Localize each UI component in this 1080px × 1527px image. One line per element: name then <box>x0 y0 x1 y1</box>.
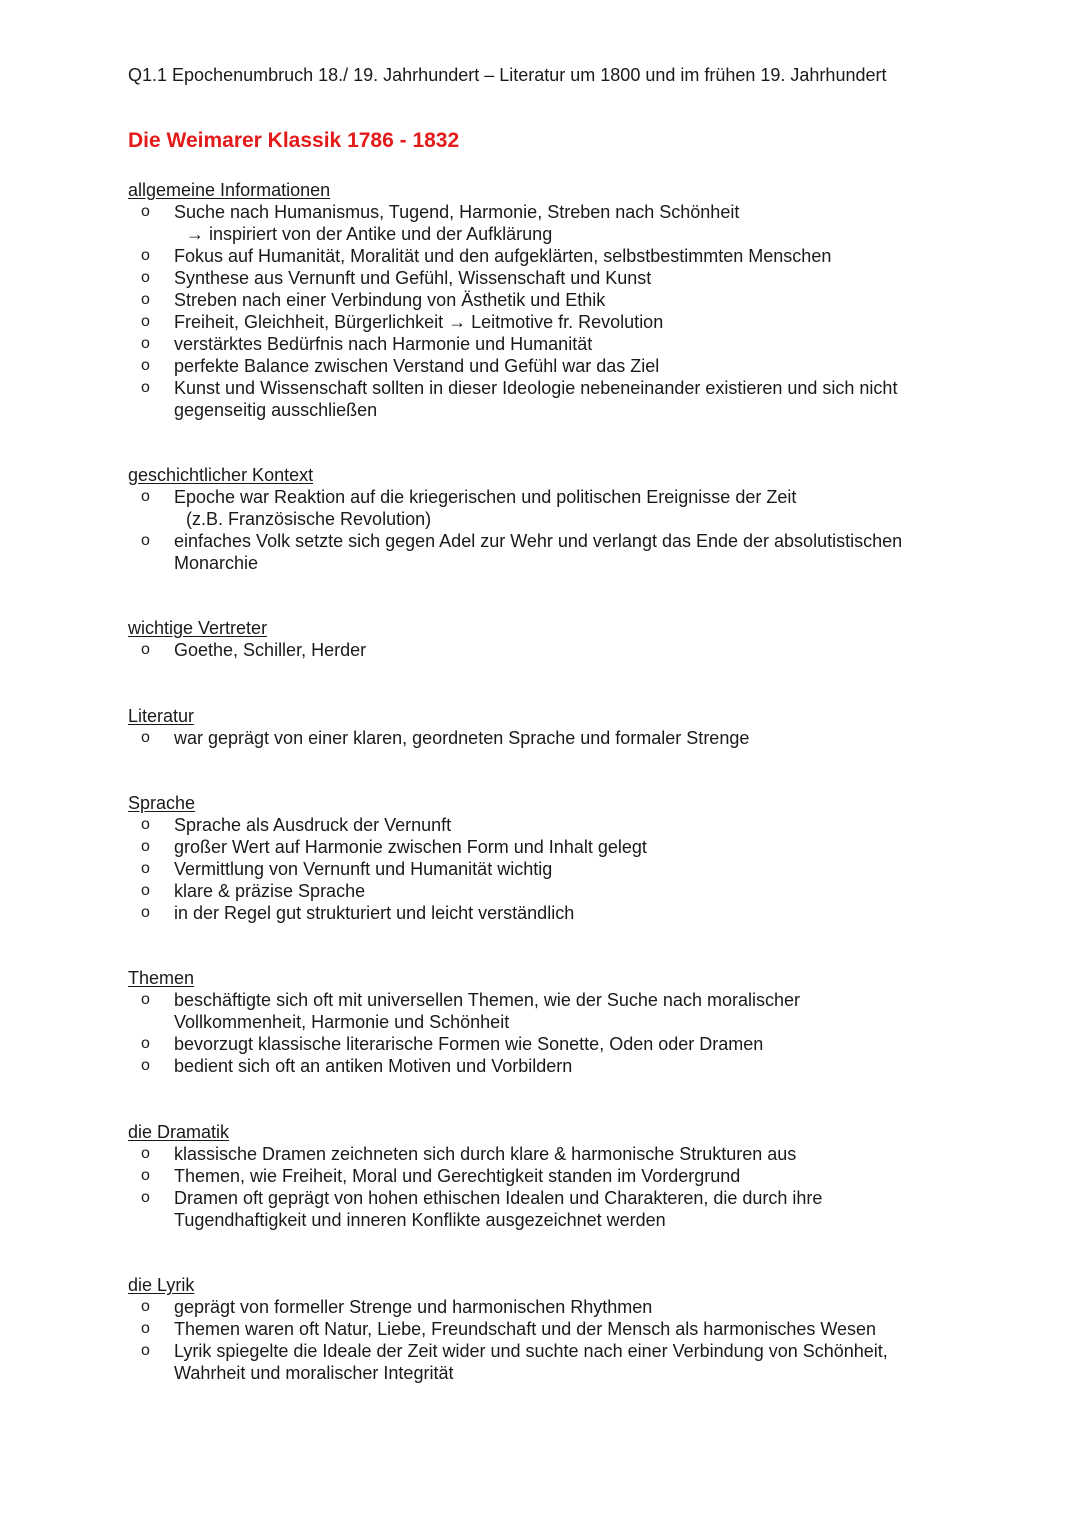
item-text: war geprägt von einer klaren, geordneten Sprache und formaler Strenge <box>174 728 750 748</box>
item-text: in der Regel gut strukturiert und leicht verständlich <box>174 903 575 923</box>
item-text: Lyrik spiegelte die Ideale der Zeit wider und suchte nach einer Verbindung von Schönheit, <box>174 1341 888 1361</box>
bullet-circle-icon: o <box>141 247 150 264</box>
list-item <box>128 1143 968 1165</box>
section-themen <box>128 967 968 1077</box>
item-text: Vermittlung von Vernunft und Humanität wichtig <box>174 859 553 879</box>
list-item <box>128 836 968 858</box>
item-text: klare & präzise Sprache <box>174 881 366 901</box>
item-text-continuation: → inspiriert von der Antike und der Aufklärung <box>186 224 553 244</box>
item-text-continuation: (z.B. Französische Revolution) <box>186 509 432 529</box>
list-item <box>128 902 968 924</box>
section-die-dramatik <box>128 1121 968 1231</box>
item-text-continuation: Monarchie <box>174 553 259 573</box>
bullet-circle-icon: o <box>141 1167 150 1184</box>
bullet-circle-icon: o <box>141 1320 150 1337</box>
section-heading: wichtige Vertreter <box>128 618 268 638</box>
section-allgemeine-informationen <box>128 179 968 421</box>
bullet-list <box>128 486 968 574</box>
item-text-continuation: Tugendhaftigkeit und inneren Konflikte ausgezeichnet werden <box>174 1210 666 1230</box>
section-heading: allgemeine Informationen <box>128 180 331 200</box>
item-text-continuation: Wahrheit und moralischer Integrität <box>174 1363 454 1383</box>
list-item <box>128 486 968 530</box>
bullet-list <box>128 201 968 421</box>
section-heading: Themen <box>128 968 195 988</box>
section-heading: geschichtlicher Kontext <box>128 465 314 485</box>
bullet-list <box>128 989 968 1077</box>
bullet-list <box>128 814 968 924</box>
item-text: Suche nach Humanismus, Tugend, Harmonie, Streben nach Schönheit <box>174 202 740 222</box>
bullet-circle-icon: o <box>141 1145 150 1162</box>
bullet-list <box>128 727 968 749</box>
list-item <box>128 1055 968 1077</box>
item-text: Kunst und Wissenschaft sollten in dieser Ideologie nebeneinander existieren und sich nicht <box>174 378 898 398</box>
item-text: Themen, wie Freiheit, Moral und Gerechtigkeit standen im Vordergrund <box>174 1166 741 1186</box>
item-text: großer Wert auf Harmonie zwischen Form und Inhalt gelegt <box>174 837 647 857</box>
list-item <box>128 1296 968 1318</box>
list-item <box>128 267 968 289</box>
section-heading: Sprache <box>128 793 196 813</box>
list-item <box>128 1187 968 1231</box>
list-item <box>128 355 968 377</box>
section-heading: die Dramatik <box>128 1122 230 1142</box>
item-text-continuation: Vollkommenheit, Harmonie und Schönheit <box>174 1012 510 1032</box>
item-text: Epoche war Reaktion auf die kriegerischen und politischen Ereignisse der Zeit <box>174 487 797 507</box>
bullet-circle-icon: o <box>141 860 150 877</box>
item-text: perfekte Balance zwischen Verstand und Gefühl war das Ziel <box>174 356 660 376</box>
list-item <box>128 530 968 574</box>
list-item <box>128 1318 968 1340</box>
list-item <box>128 727 968 749</box>
section-wichtige-vertreter <box>128 617 968 661</box>
section-heading: Literatur <box>128 706 195 726</box>
item-text: Freiheit, Gleichheit, Bürgerlichkeit → Leitmotive fr. Revolution <box>174 312 664 332</box>
bullet-circle-icon: o <box>141 1342 150 1359</box>
section-geschichtlicher-kontext <box>128 464 968 574</box>
course-header: Q1.1 Epochenumbruch 18./ 19. Jahrhundert – Literatur um 1800 und im frühen 19. Jahrhundert <box>128 65 887 85</box>
bullet-circle-icon: o <box>141 532 150 549</box>
list-item <box>128 1033 968 1055</box>
list-item <box>128 245 968 267</box>
item-text: bedient sich oft an antiken Motiven und Vorbildern <box>174 1056 573 1076</box>
item-text-continuation: gegenseitig ausschließen <box>174 400 378 420</box>
item-text: klassische Dramen zeichneten sich durch klare & harmonische Strukturen aus <box>174 1144 797 1164</box>
item-text: Themen waren oft Natur, Liebe, Freundschaft und der Mensch als harmonisches Wesen <box>174 1319 877 1339</box>
bullet-circle-icon: o <box>141 838 150 855</box>
bullet-circle-icon: o <box>141 641 150 658</box>
item-text: beschäftigte sich oft mit universellen Themen, wie der Suche nach moralischer <box>174 990 800 1010</box>
section-literatur <box>128 705 968 749</box>
item-text: verstärktes Bedürfnis nach Harmonie und Humanität <box>174 334 593 354</box>
bullet-circle-icon: o <box>141 379 150 396</box>
bullet-circle-icon: o <box>141 816 150 833</box>
item-text: Streben nach einer Verbindung von Ästhetik und Ethik <box>174 290 606 310</box>
bullet-list <box>128 639 968 661</box>
item-text: Sprache als Ausdruck der Vernunft <box>174 815 452 835</box>
bullet-circle-icon: o <box>141 357 150 374</box>
item-text: Fokus auf Humanität, Moralität und den aufgeklärten, selbstbestimmten Menschen <box>174 246 832 266</box>
item-text: geprägt von formeller Strenge und harmonischen Rhythmen <box>174 1297 653 1317</box>
bullet-circle-icon: o <box>141 991 150 1008</box>
bullet-circle-icon: o <box>141 488 150 505</box>
bullet-circle-icon: o <box>141 1057 150 1074</box>
list-item <box>128 201 968 245</box>
section-sprache <box>128 792 968 924</box>
bullet-list <box>128 1296 968 1384</box>
item-text: Dramen oft geprägt von hohen ethischen Idealen und Charakteren, die durch ihre <box>174 1188 823 1208</box>
item-text: einfaches Volk setzte sich gegen Adel zur Wehr und verlangt das Ende der absolutistischen <box>174 531 903 551</box>
section-die-lyrik <box>128 1274 968 1384</box>
list-item <box>128 1340 968 1384</box>
list-item <box>128 880 968 902</box>
bullet-circle-icon: o <box>141 1189 150 1206</box>
section-heading: die Lyrik <box>128 1275 195 1295</box>
bullet-circle-icon: o <box>141 203 150 220</box>
page-title: Die Weimarer Klassik 1786 - 1832 <box>128 129 460 152</box>
bullet-circle-icon: o <box>141 1035 150 1052</box>
bullet-circle-icon: o <box>141 313 150 330</box>
list-item <box>128 289 968 311</box>
list-item <box>128 333 968 355</box>
list-item <box>128 311 968 333</box>
bullet-circle-icon: o <box>141 882 150 899</box>
item-text: Goethe, Schiller, Herder <box>174 640 367 660</box>
list-item <box>128 858 968 880</box>
bullet-circle-icon: o <box>141 335 150 352</box>
bullet-circle-icon: o <box>141 904 150 921</box>
list-item <box>128 1165 968 1187</box>
item-text: bevorzugt klassische literarische Formen wie Sonette, Oden oder Dramen <box>174 1034 764 1054</box>
bullet-circle-icon: o <box>141 729 150 746</box>
bullet-circle-icon: o <box>141 1298 150 1315</box>
bullet-list <box>128 1143 968 1231</box>
list-item <box>128 989 968 1033</box>
list-item <box>128 639 968 661</box>
item-text: Synthese aus Vernunft und Gefühl, Wissenschaft und Kunst <box>174 268 652 288</box>
list-item <box>128 377 968 421</box>
bullet-circle-icon: o <box>141 269 150 286</box>
list-item <box>128 814 968 836</box>
bullet-circle-icon: o <box>141 291 150 308</box>
